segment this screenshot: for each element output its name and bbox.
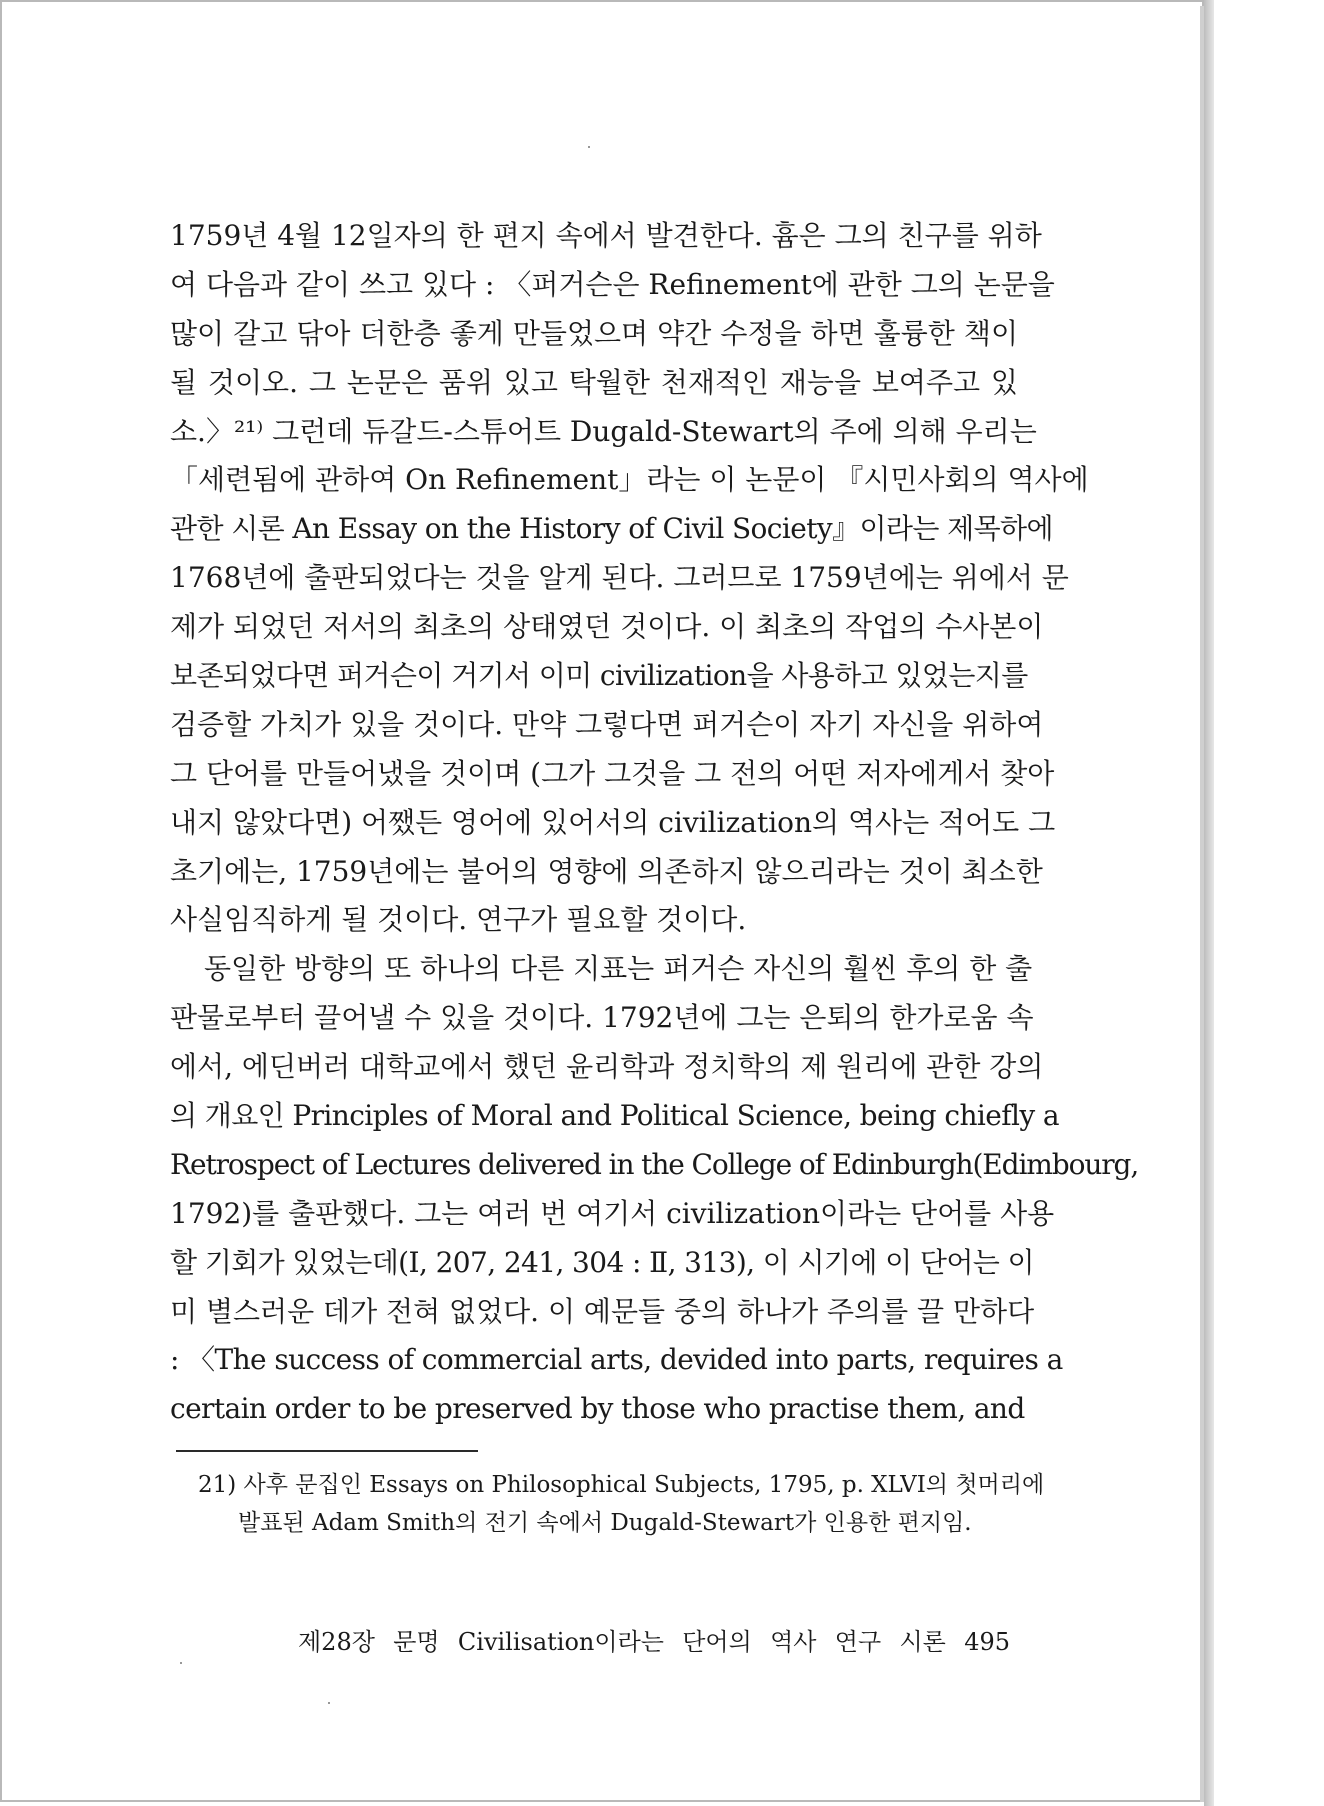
body-line: 여 다음과 같이 쓰고 있다 : 〈퍼거슨은 Refinement에 관한 그의 논문을 — [170, 267, 1055, 301]
body-line: 할 기회가 있었는데(Ⅰ, 207, 241, 304 : Ⅱ, 313), 이 시기에 이 단어는 이 — [170, 1245, 1034, 1279]
running-title: 제28장 문명 Civilisation이라는 단어의 역사 연구 시론 — [298, 1628, 946, 1656]
body-line: 미 별스러운 데가 전혀 없었다. 이 예문들 중의 하나가 주의를 끌 만하다 — [170, 1294, 1035, 1328]
page-shadow — [1204, 0, 1214, 1806]
body-line: 많이 갈고 닦아 더한층 좋게 만들었으며 약간 수정을 하면 훌륭한 책이 — [170, 316, 1018, 350]
footnote-line: 21) 사후 문집인 Essays on Philosophical Subjects, 1795, p. XLVI의 첫머리에 — [198, 1472, 1045, 1498]
body-line: 그 단어를 만들어냈을 것이며 (그가 그것을 그 전의 어떤 저자에게서 찾아 — [170, 756, 1055, 790]
scan-speck — [328, 1702, 330, 1704]
body-line: 1759년 4월 12일자의 한 편지 속에서 발견한다. 흄은 그의 친구를 위하 — [170, 219, 1042, 252]
body-line: 소.〉²¹⁾ 그런데 듀갈드-스튜어트 Dugald-Stewart의 주에 의해 우리는 — [170, 414, 1037, 448]
scan-speck — [588, 146, 590, 148]
body-line: 관한 시론 An Essay on the History of Civil Society』이라는 제목하에 — [170, 512, 1053, 546]
body-line: 「세련됨에 관하여 On Refinement」라는 이 논문이 『시민사회의 역사에 — [170, 463, 1089, 497]
body-line: certain order to be preserved by those who practise them, and — [170, 1392, 1025, 1426]
body-line: 사실임직하게 될 것이다. 연구가 필요할 것이다. — [170, 903, 747, 937]
body-line: 될 것이오. 그 논문은 품위 있고 탁월한 천재적인 재능을 보여주고 있 — [170, 365, 1018, 399]
body-line: 동일한 방향의 또 하나의 다른 지표는 퍼거슨 자신의 훨씬 후의 한 출 — [204, 952, 1033, 986]
footnote-line: 발표된 Adam Smith의 전기 속에서 Dugald-Stewart가 인용한 편지임. — [238, 1510, 972, 1536]
body-line: 제가 되었던 저서의 최초의 상태였던 것이다. 이 최초의 작업의 수사본이 — [170, 610, 1044, 644]
body-line: : 〈The success of commercial arts, devided into parts, requires a — [170, 1343, 1063, 1377]
body-line: 보존되었다면 퍼거슨이 거기서 이미 civilization을 사용하고 있었는지를 — [170, 659, 1028, 693]
page-number: 495 — [964, 1628, 1010, 1656]
body-line: 에서, 에딘버러 대학교에서 했던 윤리학과 정치학의 제 원리에 관한 강의 — [170, 1050, 1044, 1084]
footnotes — [198, 1466, 1045, 1542]
body-line: 1768년에 출판되었다는 것을 알게 된다. 그러므로 1759년에는 위에서 문 — [170, 561, 1069, 595]
body-line: 초기에는, 1759년에는 불어의 영향에 의존하지 않으리라는 것이 최소한 — [170, 854, 1043, 888]
body-line: Retrospect of Lectures delivered in the College of Edinburgh(Edimbourg, — [170, 1147, 1139, 1181]
running-footer — [298, 1622, 1010, 1657]
scan-speck — [180, 1662, 182, 1664]
body-line: 의 개요인 Principles of Moral and Political Science, being chiefly a — [170, 1099, 1059, 1133]
footnote-divider — [176, 1450, 478, 1452]
body-line: 1792)를 출판했다. 그는 여러 번 여기서 civilization이라는 단어를 사용 — [170, 1196, 1055, 1230]
body-text — [170, 212, 1139, 1434]
body-line: 검증할 가치가 있을 것이다. 만약 그렇다면 퍼거슨이 자기 자신을 위하여 — [170, 707, 1044, 741]
body-line: 판물로부터 끌어낼 수 있을 것이다. 1792년에 그는 은퇴의 한가로움 속 — [170, 1001, 1034, 1035]
body-line: 내지 않았다면) 어쨌든 영어에 있어서의 civilization의 역사는 적어도 그 — [170, 805, 1056, 839]
